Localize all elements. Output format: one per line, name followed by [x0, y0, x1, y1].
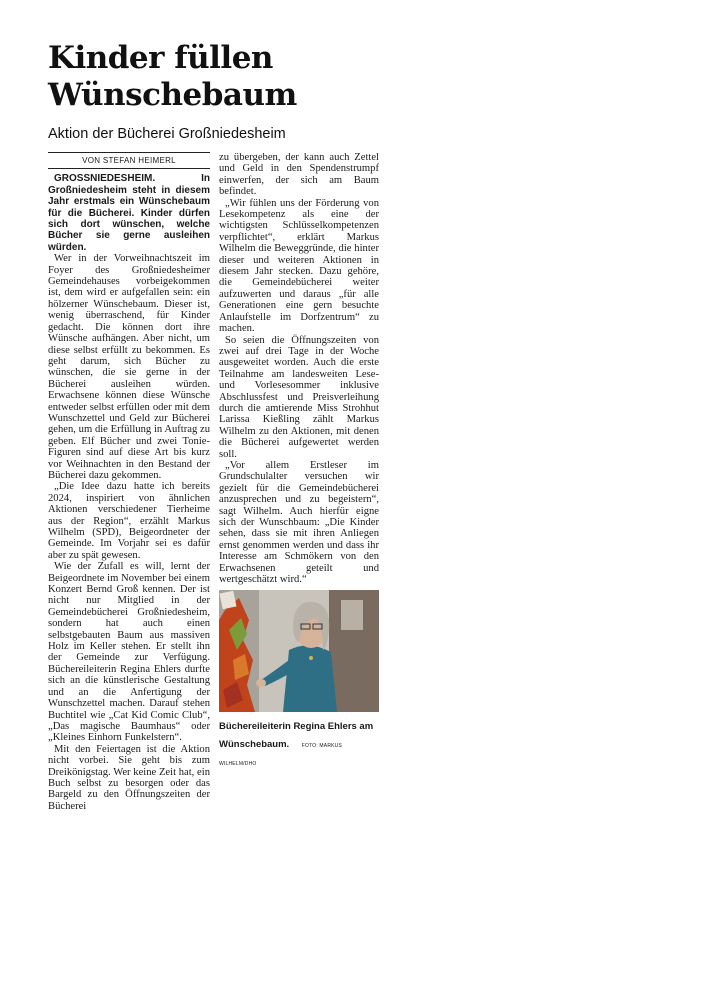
byline: VON STEFAN HEIMERL	[48, 152, 210, 169]
article-column-1	[48, 152, 210, 812]
caption-text: Büchereileiterin Regina Ehlers am Wünschebaum.	[219, 721, 374, 750]
headline	[48, 40, 388, 114]
body-paragraph: „Wir fühlen uns der Förderung von Lesekompetenz als eine der wichtigsten Schlüsselkompetenzen verpflichtet“, erklärt Markus Wilhelm die Beweggründe, die hinter dieser und weiteren Aktionen in diesem Jahr stecken. Dazu gehöre, die Gemeindebücherei weiter aufzuwerten und daraus „für alle Generationen eine gern besuchte Anlaufstelle im Dorfzentrum“ zu machen.	[219, 197, 379, 335]
body-paragraph: „Die Idee dazu hatte ich bereits 2024, inspiriert von ähnlichen Aktionen verschiedener Tierheime aus der Region“, erzählt Markus Wilhelm (SPD), Beigeordneter der Gemeinde. Im Vorjahr sei es dafür aber zu spät gewesen.	[48, 481, 210, 561]
photo-caption	[219, 716, 379, 770]
photo-credit: FOTO: MARKUS WILHELM/DHO	[219, 743, 343, 767]
body-paragraph: „Vor allem Erstleser im Grundschulalter versuchen wir gezielt für die Gemeindebücherei anzusprechen und zu begeistern“, sagt Wilhelm. Auch hierfür eigne sich der Wunschbaum: „Die Kinder sehen, dass sie mit ihren Anliegen ernst genommen werden und dass ihr Interesse am Schmökern von den Erwachsenen geteilt und wertgeschätzt wird.“	[219, 459, 379, 586]
article-photo	[219, 590, 379, 712]
body-paragraph: Wer in der Vorweihnachtszeit im Foyer des Großniedesheimer Gemeindehauses vorbeigekommen ist, dem wird er aufgefallen sein: ein hölzerner Wünschebaum. Dieser ist, wenig überraschend, für Kinder gedacht. Die können dort ihre Wünsche aufhängen. Aber nicht, um diese selbst erfüllt zu bekommen. Es geht darum, sich Bücher zu wünschen, die sie gerne in der Bücherei ausleihen würden. Erwachsene können diese Wünsche entweder selbst erfüllen oder mit dem Wunschzettel und Geld zur Bücherei gehen, um die Erfüllung in Auftrag zu geben. Elf Bücher und zwei Tonie-Figuren sind auf diese Art bis kurz vor Weihnachten in den Bestand der Bücherei dazu gekommen.	[48, 253, 210, 481]
body-paragraph: So seien die Öffnungszeiten von zwei auf drei Tage in der Woche ausgeweitet worden. Auch die erste Teilnahme am landesweiten Lese- und Vorlesesommer inklusive Abschlussfest und Preisverleihung durch die amtierende Miss Strohhut Larissa Kießling zählt Markus Wilhelm zu den Aktionen, mit denen die Bücherei aufgewertet werden soll.	[219, 334, 379, 460]
body-paragraph: zu übergeben, der kann auch Zettel und Geld in den Spendenstrumpf einwerfen, der sich am Baum befindet.	[219, 152, 379, 198]
headline-line-1: Kinder füllen	[48, 40, 273, 76]
headline-line-2: Wünschebaum	[48, 77, 297, 113]
body-paragraph: Wie der Zufall es will, lernt der Beigeordnete im November bei einem Konzert Bernd Groß kennen. Der ist nicht nur Mitglied in der Gemeindebücherei Großniedesheim, sondern hat auch einen selbstgebauten Baum aus massiven Holz im Keller stehen. Er stellt ihn der Gemeinde zur Verfügung. Büchereileiterin Regina Ehlers durfte sich an die künstlerische Gestaltung und an die Anfertigung der Wunschzettel machen. Darauf stehen Buchtitel wie „Cat Kid Comic Club“, „Das magische Baumhaus“ oder „Kleines Einhorn Funkelstern“.	[48, 561, 210, 744]
photo-illustration	[219, 590, 379, 712]
body-paragraph: Mit den Feiertagen ist die Aktion nicht vorbei. Sie geht bis zum Dreikönigstag. Wer keine Zeit hat, ein Buch selbst zu besorgen oder das Bargeld zu den Öffnungszeiten der Bücherei	[48, 743, 210, 812]
subheadline: Aktion der Bücherei Großniedesheim	[48, 126, 286, 142]
lead-paragraph: GROSSNIEDESHEIM. In Großniedesheim steht in diesem Jahr erstmals ein Wünschebaum für die Bücherei. Kinder dürfen sich dort wünschen, welche Bücher sie gerne ausleihen würden.	[48, 173, 210, 253]
